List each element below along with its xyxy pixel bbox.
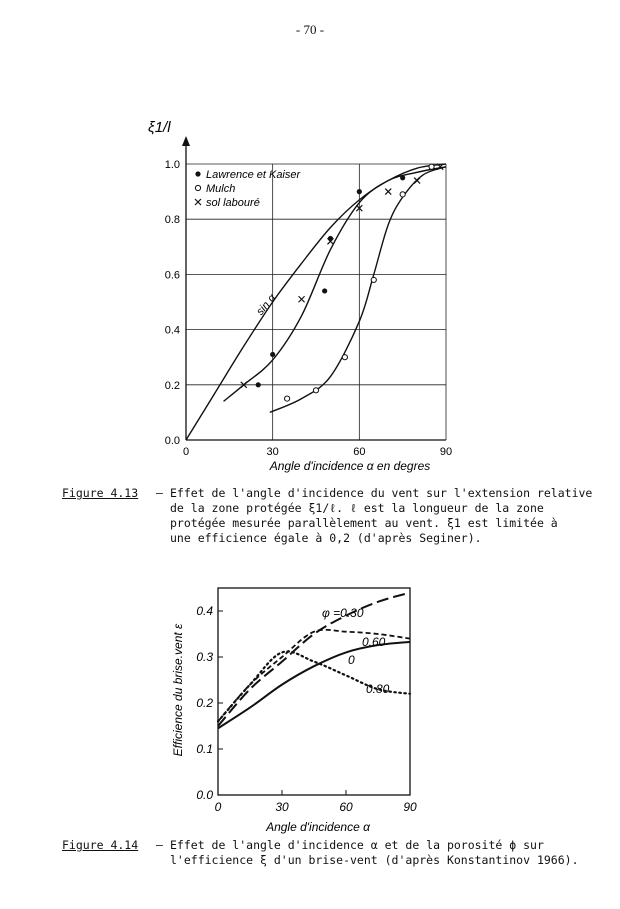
caption-label: Figure 4.13 [62,486,139,500]
figure-4-13-chart [148,119,452,473]
figure-4-13-caption [62,486,602,546]
caption-line: de la zone protégée ξ1/ℓ. ℓ est la longueur de la zone [170,501,544,515]
y-axis-arrow [182,136,190,146]
y-axis-label: ξ1/l [148,119,171,136]
series-label: φ =0.30 [322,606,364,620]
legend-marker [195,171,200,176]
legend-label: Mulch [206,183,236,195]
legend-marker [195,185,200,190]
y-tick-label: 0.0 [164,435,180,447]
data-point-mulch [313,388,318,393]
caption-line: Effet de l'angle d'incidence α et de la porosité ϕ sur [170,838,544,852]
data-point-mulch [400,192,405,197]
x-tick-label: 0 [214,800,222,814]
sin-alpha-label: sin α [254,292,279,318]
y-tick-label: 0.1 [196,742,213,756]
caption-dash: – [156,486,163,500]
data-point-mulch [371,277,376,282]
data-point-lawrence [322,288,327,293]
y-axis-label: Efficience du brise.vent ε [171,623,185,757]
x-tick-label: 60 [353,446,366,458]
y-tick-label: 0.6 [164,269,180,282]
y-tick-label: 0.2 [164,379,180,392]
data-point-mulch [429,164,434,169]
y-tick-label: 0.3 [196,650,213,664]
figure-4-14-chart [171,588,417,834]
series-label: 0.60 [362,635,386,649]
y-tick-label: 0.0 [196,788,213,802]
caption-line: l'efficience ξ d'un brise-vent (d'après Konstantinov 1966). [170,853,579,867]
x-tick-label: 60 [339,800,353,814]
data-point-mulch [342,355,347,360]
data-point-lawrence [256,382,261,387]
series-line-longdash [218,593,410,726]
legend-label: sol labouré [206,197,260,209]
data-point-mulch [285,396,290,401]
legend-label: Lawrence et Kaiser [206,169,301,181]
data-point-lawrence [328,236,333,241]
legend-marker [195,199,201,205]
caption-label: Figure 4.14 [62,838,139,852]
data-point-sol-laboure [299,296,305,302]
page-number: - 70 - [295,22,325,37]
data-point-sol-laboure [414,178,420,184]
data-point-sol-laboure [385,189,391,195]
y-tick-label: 0.2 [196,696,213,710]
caption-dash: – [156,838,163,852]
y-tick-label: 0.4 [196,604,213,618]
x-tick-label: 90 [439,446,453,458]
y-tick-label: 0.8 [164,214,180,227]
series-label: 0 [348,653,355,667]
x-tick-label: 30 [275,800,289,814]
x-tick-label: 30 [266,446,279,458]
y-tick-label: 0.4 [164,324,180,337]
data-point-lawrence [270,352,275,357]
data-point-lawrence [357,189,362,194]
figure-4-14-caption [62,838,602,868]
data-point-lawrence [400,175,405,180]
x-tick-label: 0 [182,446,190,458]
caption-line: Effet de l'angle d'incidence du vent sur l'extension relative [170,486,593,500]
series-label: 0.80 [366,682,390,696]
caption-line: une efficience égale à 0,2 (d'après Seginer). [170,531,482,545]
x-axis-label: Angle d'incidence α [266,820,370,834]
x-axis-label: Angle d'incidence α en degres [269,459,431,473]
caption-line: protégée mesurée parallèlement au vent. ξ1 est limitée à [170,516,558,530]
x-tick-label: 90 [403,800,417,814]
y-tick-label: 1.0 [164,159,180,171]
